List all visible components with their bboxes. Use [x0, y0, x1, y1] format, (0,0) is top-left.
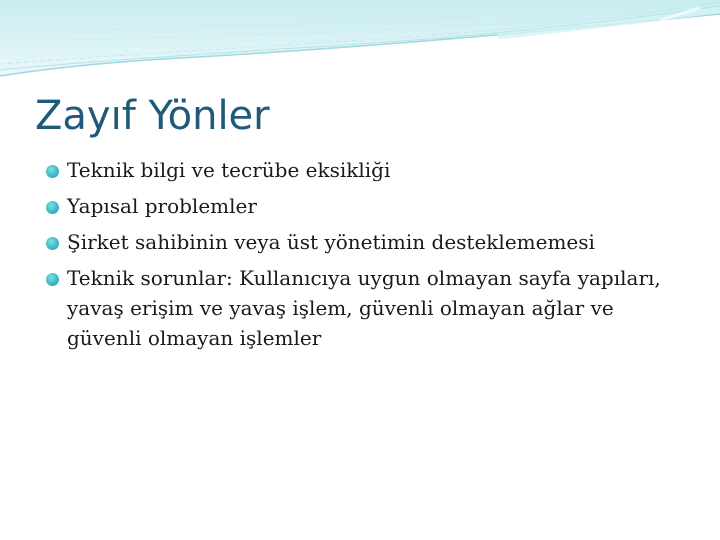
slide-title: Zayıf Yönler	[35, 93, 270, 139]
bullet-text: Teknik sorunlar: Kullanıcıya uygun olmayan sayfa yapıları, yavaş erişim ve yavaş işlem, güvenli olmayan ağlar ve güvenli olmayan işlemler	[67, 266, 661, 350]
bullet-text: Yapısal problemler	[67, 194, 257, 218]
bullet-item	[46, 155, 686, 185]
bullet-dot-icon	[46, 201, 59, 214]
bullet-list	[46, 155, 686, 359]
bullet-dot-icon	[46, 165, 59, 178]
bullet-dot-icon	[46, 237, 59, 250]
bullet-text: Şirket sahibinin veya üst yönetimin desteklememesi	[67, 230, 595, 254]
bullet-text: Teknik bilgi ve tecrübe eksikliği	[67, 158, 391, 182]
bullet-item	[46, 263, 686, 353]
bullet-item	[46, 191, 686, 221]
bullet-dot-icon	[46, 273, 59, 286]
header-wave-decoration	[0, 0, 720, 80]
bullet-item	[46, 227, 686, 257]
